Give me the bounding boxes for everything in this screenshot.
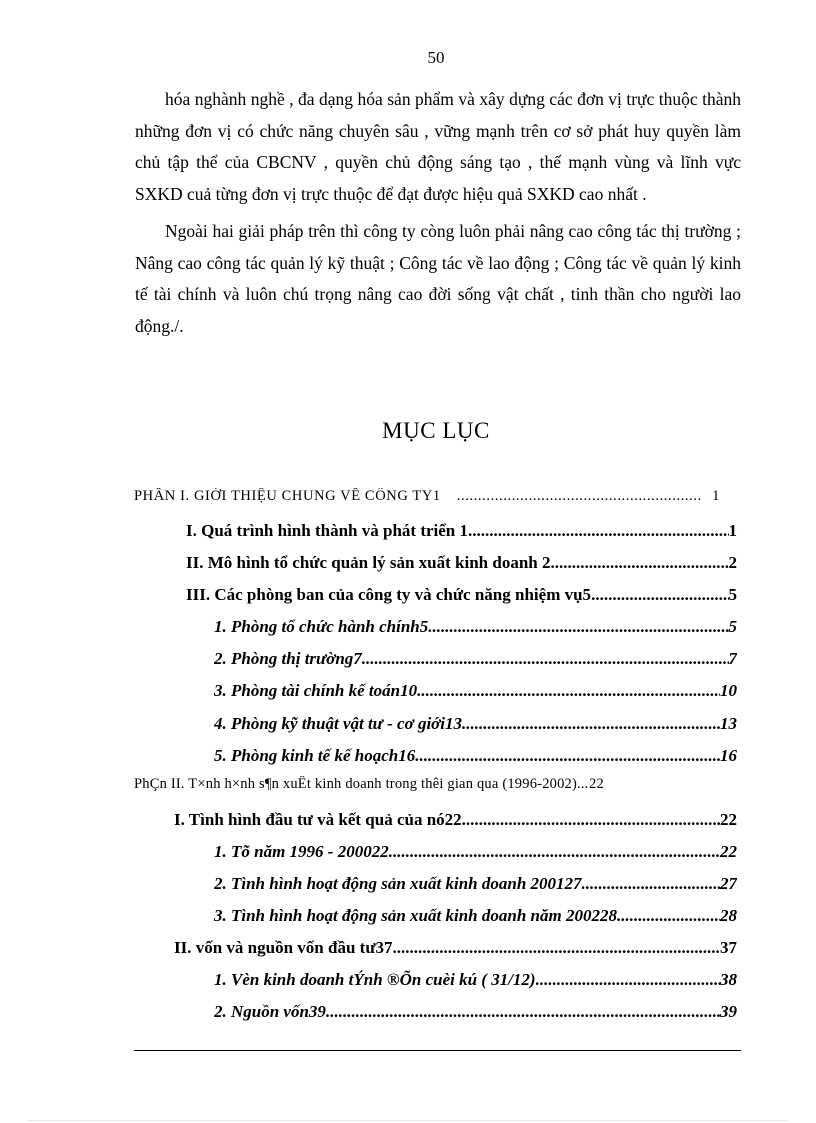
toc-entry[interactable] [214,970,737,996]
paragraph: hóa nghành nghề , đa dạng hóa sản phẩm và xây dựng các đơn vị trực thuộc thành những đơn vị có chức năng chuyên sâu , vững mạnh trên cơ sở phát huy quyền làm chủ tập thể của CBCNV , quyền chủ động sáng tạo , thế mạnh vùng và lĩnh vực SXKD cuả từng đơn vị trực thuộc để đạt được hiệu quả SXKD cao nhất . [135,89,741,204]
toc-leader [582,874,720,894]
toc-entry[interactable] [134,776,730,802]
toc-leader [362,649,729,669]
body-text [135,84,741,348]
toc-entry[interactable] [214,714,737,740]
toc-entry-page: 7 [728,649,737,668]
toc-entry-page: 1 [728,521,737,540]
toc-leader [441,488,702,505]
toc-entry-page: 38 [720,970,737,989]
toc-entry-text: 2. Tình hình hoạt động sản xuất kinh doanh 200127 [214,874,582,893]
toc-entry[interactable] [214,746,737,772]
toc-leader [591,585,728,605]
toc-entry-page: 16 [720,746,737,765]
toc-leader [577,776,589,793]
toc-entry[interactable] [214,1002,737,1028]
toc-entry-text: PHẦN I. GIỚI THIỆU CHUNG VỀ CÔNG TY1 [134,488,441,504]
toc-entry-page: 1 [712,488,720,504]
toc-leader [428,617,728,637]
toc-entry-text: 2. Nguồn vốn39 [214,1002,326,1021]
page-number: 50 [427,48,445,67]
toc-entry-page: 22 [589,776,604,792]
toc-entry[interactable] [214,874,737,900]
toc-entry[interactable] [174,810,737,836]
toc-leader [536,970,720,990]
toc-entry[interactable] [134,488,720,514]
toc-leader [389,842,720,862]
toc-entry-page: 22 [720,810,737,829]
toc-entry-page: 10 [720,681,737,700]
toc-entry-text: 1. Tõ năm 1996 - 200022 [214,842,389,861]
toc-entry-page: 13 [720,714,737,733]
toc-leader [326,1002,720,1022]
toc-entry-page: 27 [720,874,737,893]
toc-entry[interactable] [186,521,737,547]
toc-entry-page: 22 [720,842,737,861]
toc-leader [415,746,720,766]
toc-entry-text: 1. Phòng tổ chức hành chính5 [214,617,429,636]
toc-leader [617,906,720,926]
toc-leader [462,714,720,734]
toc-entry-text: II. vốn và nguồn vốn đầu tư37 [174,938,393,957]
toc-leader [417,681,720,701]
page-bottom-border [28,1120,788,1121]
toc-entry[interactable] [214,906,737,932]
toc-entry-page: 5 [728,617,737,636]
toc-entry[interactable] [186,553,737,579]
toc-entry[interactable] [214,681,737,707]
footer-separator [134,1050,741,1051]
toc-leader [468,521,729,541]
toc-entry[interactable] [214,617,737,643]
toc-entry-text: 3. Tình hình hoạt động sản xuất kinh doanh năm 200228 [214,906,617,925]
toc-entry-page: 5 [728,585,737,604]
toc-leader [393,938,720,958]
toc-entry-page: 28 [720,906,737,925]
toc-entry-page: 37 [720,938,737,957]
toc-entry-text: 4. Phòng kỹ thuật vật tư - cơ giới13 [214,714,463,733]
toc-entry-text: II. Mô hình tổ chức quản lý sản xuất kinh doanh 2 [186,553,551,572]
toc-entry[interactable] [174,938,737,964]
toc-entry-text: I. Quá trình hình thành và phát triển 1 [186,521,468,540]
toc-entry-text: 5. Phòng kinh tế kế hoạch16 [214,746,416,765]
toc-entry-text: 3. Phòng tài chính kế toán10 [214,681,418,700]
toc-entry-page: 2 [728,553,737,572]
toc-entry[interactable] [214,649,737,675]
toc-entry-text: 2. Phòng thị trường7 [214,649,362,668]
toc-leader [551,553,729,573]
toc-entry[interactable] [214,842,737,868]
toc-entry-text: 1. Vèn kinh doanh tÝnh ®Õn cuèi kú ( 31/12) [214,970,536,989]
paragraph: Ngoài hai giải pháp trên thì công ty còng luôn phải nâng cao công tác thị trường ; Nâng cao công tác quản lý kỹ thuật ; Công tác về lao động ; Công tác về quản lý kinh tế tài chính và luôn chú trọng nâng cao đời sống vật chất , tinh thần cho người lao động./. [135,221,741,336]
toc-entry-text: PhÇn II. T×nh h×nh s¶n xuÊt kinh doanh trong thêi gian qua (1996-2002) [134,776,578,792]
toc-entry-page: 39 [720,1002,737,1021]
toc-entry-text: I. Tình hình đầu tư và kết quả của nó22 [174,810,462,829]
toc-entry[interactable] [186,585,737,611]
toc-title: MỤC LỤC [382,418,490,443]
toc-entry-text: III. Các phòng ban của công ty và chức năng nhiệm vụ5 [186,585,592,604]
toc-leader [462,810,720,830]
